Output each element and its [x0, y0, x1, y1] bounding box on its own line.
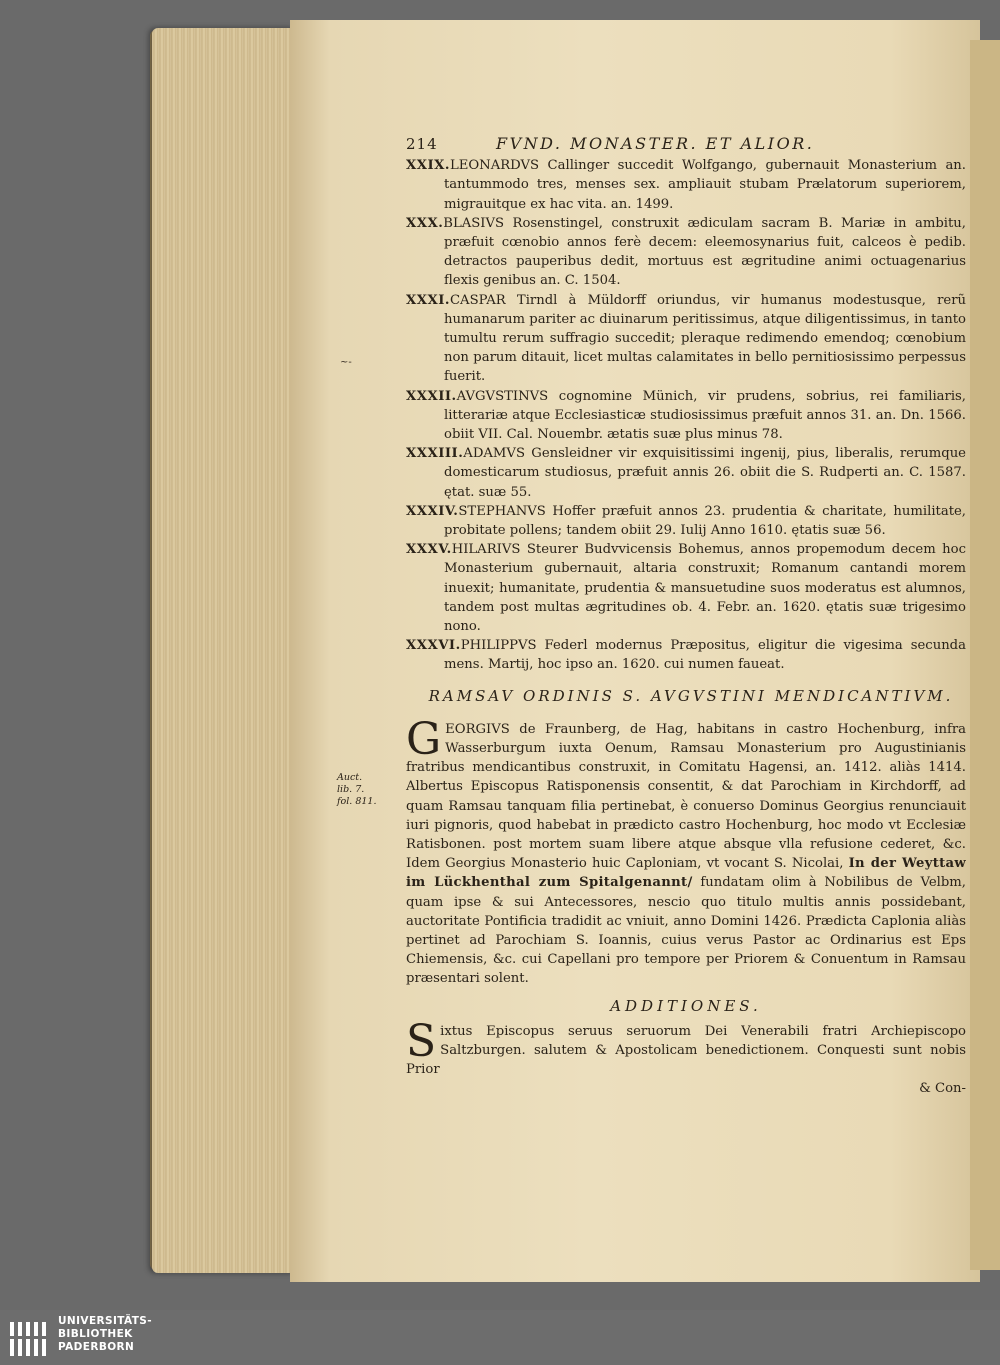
entry-text: PHILIPPVS Federl modernus Præpositus, eligitur die vigesima secunda mens. Martij, hoc ipso an. 1620. cui numen faueat. — [444, 638, 966, 673]
abbot-list — [406, 156, 966, 674]
page-text — [406, 134, 966, 1099]
entry-number: XXXVI. — [406, 638, 461, 654]
abbot-entry — [406, 444, 966, 502]
abbot-entry — [406, 540, 966, 636]
entry-number: XXXV. — [406, 542, 452, 558]
margin-note — [337, 772, 377, 808]
margin-mark: ~- — [340, 357, 352, 368]
running-title: FVND. MONASTER. ET ALIOR. — [496, 134, 815, 153]
entry-text: CASPAR Tirndl à Müldorff oriundus, vir humanus modestusque, rerũ humanarum pariter ac diuinarum peritissimus, atque diligentissimus, in tanto tumultu rerum suffragio succedit; pleraque redimendo emendoq; cœnobium non parum ditauit, licet multas calamitates in bello pernitiosissimo perpessus fuerit. — [444, 292, 966, 385]
abbot-entry — [406, 502, 966, 540]
georgius-fraktur: In der Weyttaw im Lückhenthal zum Spitalgenannt/ — [406, 856, 966, 891]
dropcap-s: S — [406, 1015, 437, 1067]
entry-number: XXXIV. — [406, 503, 459, 519]
entry-text: BLASIVS Rosenstingel, construxit ædiculam sacram B. Mariæ in ambitu, præfuit cœnobio annos ferè decem: eleemosynarius fuit, calceos è pedib. detractos pauperibus dedit, mortuus est ægritudine animi octuagenarius flexis genibus an. C. 1504. — [443, 215, 966, 289]
entry-number: XXXI. — [406, 292, 450, 308]
dropcap-g: G — [406, 713, 442, 765]
library-name — [58, 1315, 152, 1354]
abbot-entry — [406, 387, 966, 445]
georgius-text-2: fundatam olim à Nobilibus de Velbm, quam ipse & sui Antecessores, nescio quo titulo multis annis possidebant, auctoritate Pontificia tradidit ac vniuit, anno Domini 1426. Prædicta Caplonia aliàs pertinet ad Parochiam S. Ioannis, cuius verus Pastor ac Ordinarius est Eps Chiemensis, &c. cui Capellani pro tempore per Priorem & Conuentum in Ramsau præsentari solent. — [406, 875, 966, 987]
abbot-entry — [406, 291, 966, 387]
entry-number: XXX. — [406, 215, 444, 231]
entry-text: AVGVSTINVS cognomine Münich, vir prudens, sobrius, rei familiaris, litterariæ atque Ecclesiasticæ studiosissimus præfuit annos 31. an. Dn. 1566. obiit VII. Cal. Nouembr. ætatis suæ plus minus 78. — [444, 388, 966, 443]
catchword: & Con- — [919, 1081, 966, 1097]
page-number: 214 — [406, 135, 438, 153]
entry-text: STEPHANVS Hoffer præfuit annos 23. prudentia & charitate, humilitate, probitate pollens; tandem obiit 29. Iulij Anno 1610. ętatis suæ 56. — [444, 503, 966, 539]
library-name-line2: BIBLIOTHEK — [58, 1328, 133, 1340]
additiones-title: ADDITIONES. — [610, 996, 762, 1015]
georgius-paragraph — [406, 713, 966, 989]
library-name-line1: UNIVERSITÄTS- — [58, 1315, 153, 1327]
entry-number: XXXII. — [406, 388, 457, 404]
sixtus-paragraph — [406, 1015, 966, 1099]
library-logo-icon — [8, 1318, 48, 1360]
book-page-edges — [152, 28, 297, 1273]
abbot-entry — [406, 214, 966, 291]
library-name-line3: PADERBORN — [58, 1341, 135, 1353]
section-title: RAMSAV ORDINIS S. AVGVSTINI MENDICANTIVM. — [428, 686, 954, 705]
entry-number: XXXIII. — [406, 446, 464, 462]
entry-text: LEONARDVS Callinger succedit Wolfgango, gubernauit Monasterium an. tantummodo tres, menses sex. ampliauit stubam Prælatorum superiorem, migrauitque ex hac vita. an. 1499. — [444, 158, 966, 212]
sixtus-text: ixtus Episcopus seruus seruorum Dei Venerabili fratri Archiepiscopo Saltzburgen. salutem & Apostolicam benedictionem. Conquesti sunt nobis Prior — [406, 1023, 966, 1078]
facing-page-sliver — [970, 40, 1000, 1270]
abbot-entry — [406, 156, 966, 214]
entry-text: ADAMVS Gensleidner vir exquisitissimi ingenij, pius, liberalis, rerumque domesticarum studiosus, præfuit annis 26. obiit die S. Rudperti an. C. 1587. ętat. suæ 55. — [444, 446, 966, 500]
margin-note-text: Auct. lib. 7. fol. 811. — [337, 772, 377, 807]
entry-number: XXIX. — [406, 158, 450, 174]
abbot-entry — [406, 636, 966, 674]
entry-text: HILARIVS Steurer Budvvicensis Bohemus, annos propemodum decem hoc Monasterium gubernauit, altaria construxit; Romanum cantandi morem inuexit; humanitate, prudentia & mansuetudine suos moderatus est alumnos, tandem post multas ægritudines ob. 4. Febr. an. 1620. ętatis suæ trigesimo nono. — [444, 542, 966, 635]
georgius-text-1: EORGIVS de Fraunberg, de Hag, habitans in castro Hochenburg, infra Wasserburgum iuxta Oenum, Ramsau Monasterium pro Augustinianis fratribus mendicantibus construxit, in Comitatu Hagensi, an. 1412. aliàs 1414. Albertus Episcopus Ratisponensis consentit, & dat Parochiam in Kirchdorff, ad quam Ramsau tanquam filia pertinebat, è conuerso Dominus Georgius renunciauit iuri pignoris, quod habebat in prædicto castro Hochenburg, hoc modo vt Ecclesiæ Ratisbonen. post mortem suam libere atque absque vlla refusione cederet, &c. Idem Georgius Monasterio huic Caploniam, vt vocant S. Nicolai, — [406, 721, 966, 872]
page-header — [406, 134, 966, 154]
